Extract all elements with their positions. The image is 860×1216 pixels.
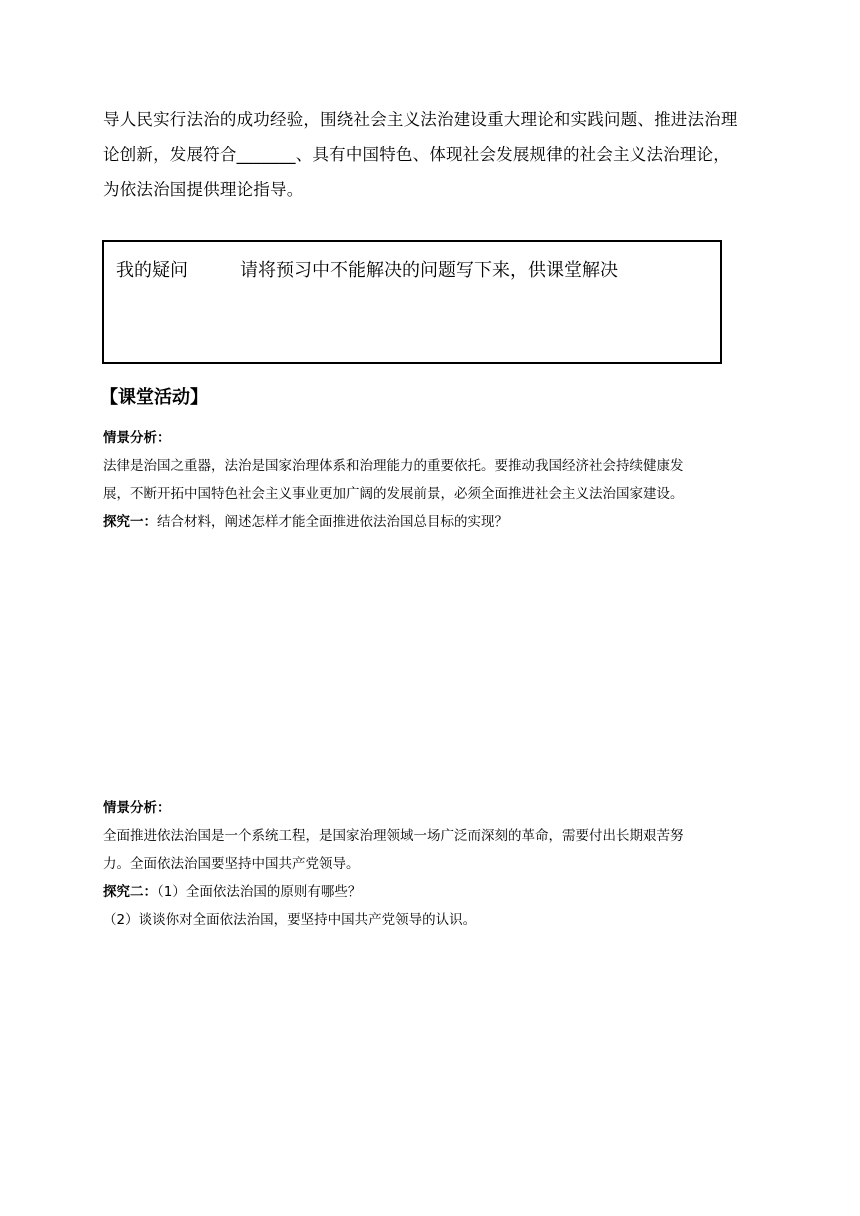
scenario-text-line: 力。全面依法治国要坚持中国共产党领导。: [103, 856, 360, 872]
scenario-heading: 情景分析：: [103, 800, 171, 816]
scenario-text-line: 全面推进依法治国是一个系统工程，是国家治理领域一场广泛而深刻的革命，需要付出长期艰苦努: [103, 828, 684, 844]
inquiry-one: [103, 508, 773, 536]
my-questions-box[interactable]: [102, 240, 722, 364]
intro-line-1: 导人民实行法治的成功经验，围绕社会主义法治建设重大理论和实践问题、推进法治理: [103, 110, 738, 129]
my-questions-title: 我的疑问: [116, 260, 188, 281]
inquiry-label: 探究二：: [103, 884, 157, 900]
scenario-analysis-1: [103, 424, 773, 536]
intro-line-3: 为依法治国提供理论指导。: [103, 180, 304, 199]
intro-line-2: 论创新，发展符合_______、具有中国特色、体现社会发展规律的社会主义法治理论，: [103, 145, 730, 164]
scenario-heading: 情景分析：: [103, 430, 171, 446]
inquiry-two: [103, 878, 773, 906]
intro-paragraph: [103, 102, 773, 207]
inquiry-label: 探究一：: [103, 514, 157, 530]
my-questions-hint: 请将预习中不能解决的问题写下来，供课堂解决: [240, 260, 618, 281]
inquiry-question-1: （1）全面依法治国的原则有哪些？: [157, 884, 362, 900]
scenario-analysis-2: [103, 794, 773, 934]
scenario-text-line: 展，不断开拓中国特色社会主义事业更加广阔的发展前景，必须全面推进社会主义法治国家建设。: [103, 486, 684, 502]
scenario-text-line: 法律是治国之重器，法治是国家治理体系和治理能力的重要依托。要推动我国经济社会持续健康发: [103, 458, 684, 474]
inquiry-question-2: （2）谈谈你对全面依法治国，要坚持中国共产党领导的认识。: [103, 912, 477, 928]
inquiry-text: 结合材料，阐述怎样才能全面推进依法治国总目标的实现？: [157, 514, 508, 530]
section-title-class-activity: 【课堂活动】: [100, 387, 208, 408]
